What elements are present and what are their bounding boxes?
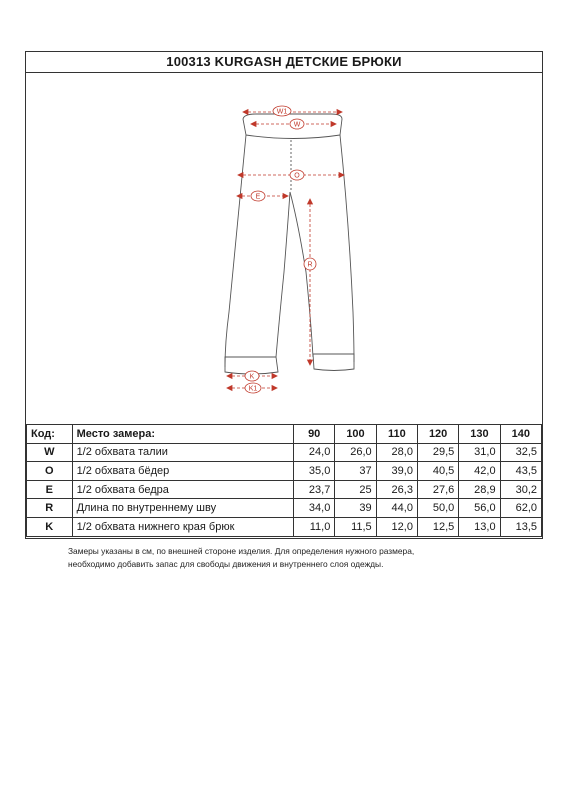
- header-place: Место замера:: [72, 425, 293, 444]
- cell-value: 50,0: [417, 499, 458, 518]
- header-code: Код:: [27, 425, 73, 444]
- cell-value: 13,5: [500, 517, 541, 536]
- cell-value: 26,0: [335, 443, 376, 462]
- cell-value: 39: [335, 499, 376, 518]
- cell-value: 32,5: [500, 443, 541, 462]
- cell-value: 12,5: [417, 517, 458, 536]
- header-size: 130: [459, 425, 500, 444]
- pants-diagram: [26, 72, 542, 424]
- cell-value: 28,9: [459, 480, 500, 499]
- cell-value: 11,0: [294, 517, 335, 536]
- label-w1: W1: [276, 108, 288, 116]
- row-desc: 1/2 обхвата талии: [72, 443, 293, 462]
- cell-value: 29,5: [417, 443, 458, 462]
- header-size: 110: [376, 425, 417, 444]
- cell-value: 11,5: [335, 517, 376, 536]
- header-size: 100: [335, 425, 376, 444]
- row-code: W: [27, 443, 73, 462]
- cell-value: 25: [335, 480, 376, 499]
- label-w: W: [293, 121, 301, 129]
- row-code: R: [27, 499, 73, 518]
- table-row: [27, 462, 542, 481]
- header-size: 140: [500, 425, 541, 444]
- right-inner-seam: [290, 192, 313, 357]
- page-title: 100313 KURGASH ДЕТСКИЕ БРЮКИ: [26, 52, 542, 73]
- row-desc: Длина по внутреннему шву: [72, 499, 293, 518]
- cell-value: 13,0: [459, 517, 500, 536]
- cell-value: 44,0: [376, 499, 417, 518]
- note-line-2: необходимо добавить запас для свободы движения и внутреннего слоя одежды.: [68, 559, 384, 569]
- row-code: K: [27, 517, 73, 536]
- cell-value: 56,0: [459, 499, 500, 518]
- row-desc: 1/2 обхвата бёдер: [72, 462, 293, 481]
- label-k1: K1: [248, 385, 258, 393]
- cell-value: 12,0: [376, 517, 417, 536]
- table-row: [27, 499, 542, 518]
- header-size: 120: [417, 425, 458, 444]
- label-o: O: [294, 172, 300, 180]
- table-row: [27, 443, 542, 462]
- left-inner-seam: [276, 192, 290, 357]
- cell-value: 40,5: [417, 462, 458, 481]
- cell-value: 39,0: [376, 462, 417, 481]
- cell-value: 26,3: [376, 480, 417, 499]
- cell-value: 27,6: [417, 480, 458, 499]
- note-line-1: Замеры указаны в см, по внешней стороне изделия. Для определения нужного размера,: [68, 546, 415, 556]
- table-row: [27, 480, 542, 499]
- cell-value: 24,0: [294, 443, 335, 462]
- label-r: R: [307, 261, 313, 269]
- label-k: K: [249, 373, 255, 381]
- label-e: E: [255, 193, 261, 201]
- table-header-row: [27, 425, 542, 444]
- row-code: O: [27, 462, 73, 481]
- cell-value: 30,2: [500, 480, 541, 499]
- size-table: [26, 424, 542, 537]
- header-size: 90: [294, 425, 335, 444]
- table-row: [27, 517, 542, 536]
- cell-value: 37: [335, 462, 376, 481]
- cell-value: 31,0: [459, 443, 500, 462]
- left-outer-seam: [225, 135, 246, 367]
- cell-value: 23,7: [294, 480, 335, 499]
- cell-value: 62,0: [500, 499, 541, 518]
- cell-value: 28,0: [376, 443, 417, 462]
- cell-value: 34,0: [294, 499, 335, 518]
- row-desc: 1/2 обхвата бедра: [72, 480, 293, 499]
- right-outer-seam: [340, 135, 354, 362]
- row-desc: 1/2 обхвата нижнего края брюк: [72, 517, 293, 536]
- cell-value: 42,0: [459, 462, 500, 481]
- measurement-note: [68, 545, 528, 571]
- cell-value: 43,5: [500, 462, 541, 481]
- pants-drawing: [26, 72, 542, 424]
- cell-value: 35,0: [294, 462, 335, 481]
- right-cuff: [313, 354, 354, 371]
- row-code: E: [27, 480, 73, 499]
- size-chart-sheet: [25, 51, 543, 539]
